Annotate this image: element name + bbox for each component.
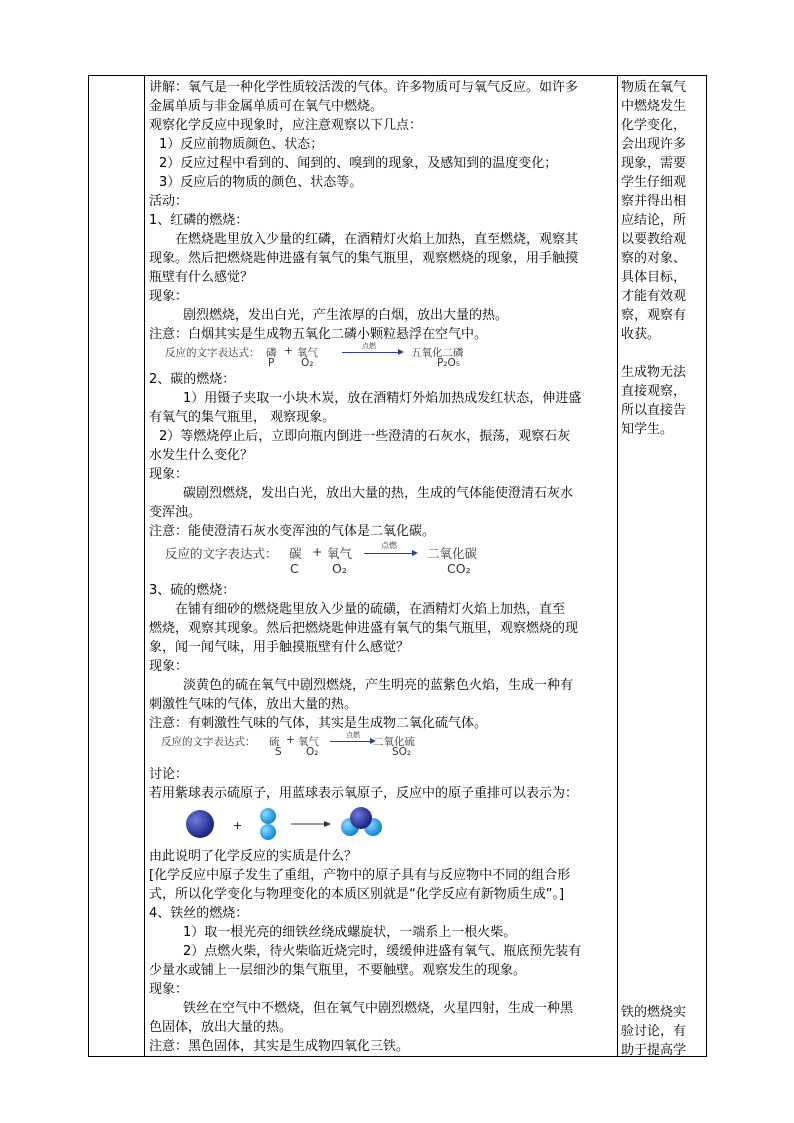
- main-content-column: [149, 78, 615, 1056]
- symbol-1: C: [290, 561, 299, 576]
- arrowhead-icon: [324, 821, 331, 827]
- sulfur-atom: [186, 810, 214, 838]
- text-line: 淡黄色的硫在氧气中剧烈燃烧，产生明亮的蓝紫色火焰，生成一种有: [183, 678, 574, 693]
- reaction-arrow: [364, 553, 416, 554]
- text-line: 现象：: [149, 289, 189, 304]
- reactant-1: 碳: [289, 546, 302, 561]
- symbol-1: P: [268, 357, 275, 369]
- text-line: 少量水或铺上一层细沙的集气瓶里，不要触壁。观察发生的现象。: [149, 963, 527, 978]
- text-line: 2）点燃火柴，待火柴临近烧完时，缓缓伸进盛有氧气、瓶底预先装有: [183, 944, 582, 959]
- text-line: 水发生什么变化？: [149, 448, 254, 463]
- symbol-2: O₂: [301, 357, 314, 369]
- text-line: 现象：: [149, 982, 189, 997]
- oxygen-atom: [260, 808, 276, 824]
- text-line: 观察化学反应中现象时，应注意观察以下几点：: [149, 118, 423, 133]
- text-line: 注意：有刺激性气味的气体，其实是生成物二氧化硫气体。: [149, 716, 488, 731]
- word-equation-sulfur: [149, 733, 615, 765]
- text-line: 注意：白烟其实是生成物五氧化二磷小颗粒悬浮在空气中。: [149, 327, 488, 342]
- reaction-condition: 点燃: [346, 731, 360, 739]
- text-line: 刺激性气味的气体，放出大量的热。: [149, 697, 358, 712]
- text-line: 金属单质与非金属单质可在氧气中燃烧。: [149, 99, 384, 114]
- equation-label: 反应的文字表达式：: [165, 347, 260, 359]
- text-line: 注意：能使澄清石灰水变浑浊的气体是二氧化碳。: [149, 524, 436, 539]
- side-note-iron: 铁的燃烧实 验讨论，有 助于提高学: [621, 1005, 687, 1058]
- symbol-2: O₂: [306, 746, 319, 758]
- molecule-illustration: [149, 803, 389, 847]
- product: 二氧化碳: [427, 546, 478, 561]
- reactant-2: 氧气: [327, 546, 353, 561]
- product: 五氧化二磷: [411, 347, 464, 359]
- word-equation-phosphorus: [149, 344, 615, 370]
- product-symbol: SO₂: [392, 746, 412, 758]
- product-symbol: P₂O₅: [437, 357, 461, 369]
- text-line: 3）反应后的物质的颜色、状态等。: [159, 175, 363, 190]
- text-line: 现象：: [149, 659, 189, 674]
- text-line: 若用紫球表示硫原子，用蓝球表示氧原子，反应中的原子重排可以表示为：: [149, 786, 579, 801]
- section-heading: 1、红磷的燃烧：: [149, 213, 249, 228]
- text-line: 象，闻一闻气味，用手触摸瓶壁有什么感觉？: [149, 640, 410, 655]
- text-line: 现象：: [149, 467, 189, 482]
- reactant-2: 氧气: [297, 347, 318, 359]
- lesson-table: [88, 75, 707, 1057]
- text-line: 有氧气的集气瓶里， 观察现象。: [149, 410, 336, 425]
- reaction-condition: 点燃: [381, 541, 397, 550]
- reaction-arrow: [330, 741, 374, 742]
- text-line: 色固体，放出大量的热。: [149, 1020, 293, 1035]
- text-line: 2）反应过程中看到的、闻到的、嗅到的现象，及感知到的温度变化；: [159, 156, 558, 171]
- column-divider-left: [144, 76, 145, 1056]
- reactant-1: 硫: [269, 736, 280, 748]
- reactant-2: 氧气: [298, 736, 319, 748]
- symbol-1: S: [275, 746, 282, 758]
- side-notes-column: [621, 78, 705, 1058]
- molecule-plus-sign: +: [233, 819, 243, 832]
- product-symbol: CO₂: [447, 561, 471, 576]
- column-divider-right: [617, 76, 618, 1056]
- text-line: 讲解：氧气是一种化学性质较活泼的气体。许多物质可与氧气反应。如许多: [149, 80, 579, 95]
- text-line: 由此说明了化学反应的实质是什么？: [149, 849, 358, 864]
- text-line: 碳剧烈燃烧，发出白光，放出大量的热，生成的气体能使澄清石灰水: [183, 486, 574, 501]
- text-line: 1）用镊子夹取一小块木炭，放在酒精灯外焰加热成发红状态，伸进盛: [183, 391, 582, 406]
- text-line: 剧烈燃烧，发出白光，产生浓厚的白烟，放出大量的热。: [183, 308, 509, 323]
- text-line: 讨论：: [149, 767, 189, 782]
- reaction-condition: 点燃: [362, 342, 376, 350]
- text-line: [化学反应中原子发生了重组，产物中的原子具有与反应物中不同的组合形: [149, 868, 571, 883]
- text-line: 注意：黑色固体，其实是生成物四氧化三铁。: [149, 1039, 410, 1054]
- text-line: 1）取一根光亮的细铁丝绕成螺旋状，一端系上一根火柴。: [183, 925, 517, 940]
- text-line: 活动：: [149, 194, 189, 209]
- side-note-observation: 物质在氧气 中燃烧发生 化学变化， 会出现许多 现象，需要 学生仔细观 察并得出相 应结论，所 以要教给观 察的对象、 具体目标， 才能有效观 察，观察有 收获。: [621, 80, 687, 342]
- section-heading: 2、碳的燃烧：: [149, 372, 236, 387]
- plus-sign: +: [312, 544, 323, 559]
- sulfur-atom: [350, 807, 372, 829]
- text-line: 1）反应前物质颜色、状态；: [159, 137, 324, 152]
- reactant-1: 磷: [266, 347, 277, 359]
- oxygen-atom: [260, 824, 276, 840]
- equation-label: 反应的文字表达式：: [161, 736, 256, 748]
- plus-sign: +: [286, 734, 295, 746]
- text-line: 式，所以化学变化与物理变化的本质区别就是“化学反应有新物质生成”。]: [149, 887, 565, 902]
- symbol-2: O₂: [332, 561, 347, 576]
- word-equation-carbon: [149, 541, 615, 581]
- text-line: 变浑浊。: [149, 505, 202, 520]
- equation-label: 反应的文字表达式：: [165, 546, 278, 561]
- text-line: 瓶壁有什么感觉？: [149, 270, 254, 285]
- side-note-product: 生成物无法 直接观察， 所以直接告 知学生。: [621, 365, 687, 437]
- reaction-arrow: [342, 352, 402, 353]
- plus-sign: +: [284, 345, 293, 357]
- section-heading: 4、铁丝的燃烧：: [149, 906, 249, 921]
- text-line: 在铺有细砂的燃烧匙里放入少量的硫磺，在酒精灯火焰上加热，直至: [175, 602, 566, 617]
- text-line: 铁丝在空气中不燃烧，但在氧气中剧烈燃烧，火星四射，生成一种黑: [183, 1001, 574, 1016]
- text-line: 2）等燃烧停止后，立即向瓶内倒进一些澄清的石灰水，振荡，观察石灰: [159, 429, 571, 444]
- text-line: 在燃烧匙里放入少量的红磷，在酒精灯火焰上加热，直至燃烧，观察其: [175, 232, 579, 247]
- product: 二氧化硫: [373, 736, 415, 748]
- text-line: 现象。然后把燃烧匙伸进盛有氧气的集气瓶里，观察燃烧的现象，用手触摸: [149, 251, 579, 266]
- text-line: 燃烧，观察其现象。然后把燃烧匙伸进盛有氧气的集气瓶里，观察燃烧的现: [149, 621, 579, 636]
- section-heading: 3、硫的燃烧：: [149, 583, 236, 598]
- atom-rearrangement-diagram: [149, 803, 615, 847]
